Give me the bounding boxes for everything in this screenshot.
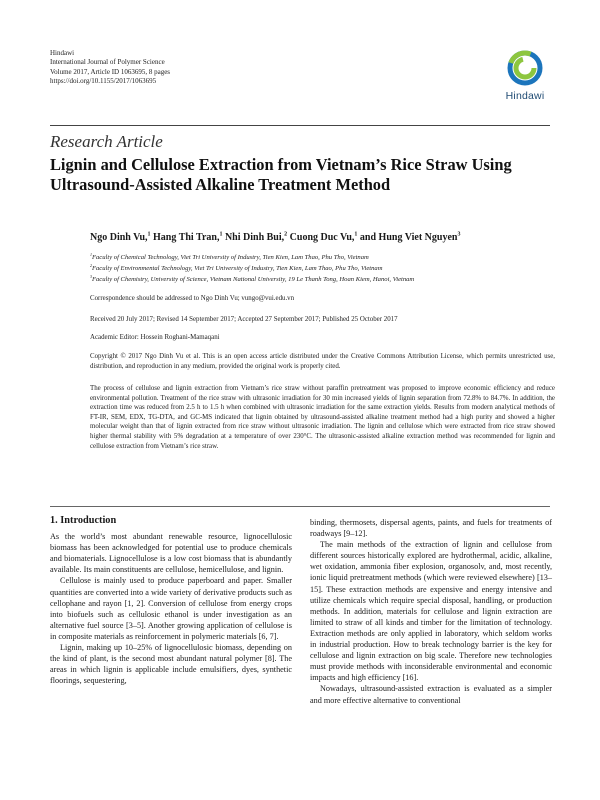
paragraph: As the world’s most abundant renewable resource, lignocellulosic biomass has been acknowledged for potential use to produce chemicals and biomaterials. Lignocellulose is a low cost biomass that is abundantly available. Its main constituents are cellulose, hemicellulose, and lignin. xyxy=(50,532,292,575)
affiliation: $^2$Faculty of Environmental Technology, Viet Tri University of Industry, Tien Kien, Lam Thao, Phu Tho, Vietnam xyxy=(90,262,383,272)
article-type: Research Article xyxy=(50,132,163,151)
author: and Hung Viet Nguyen$^3$ xyxy=(359,231,461,243)
paragraph: Lignin, making up 10–25% of lignocellulosic biomass, depending on the kind of plant, is the second most abundant natural polymer [8]. The areas in which lignin is applicable include emulsifiers, dyes, synthetic floorings, sequestering, xyxy=(50,643,292,686)
paragraph: Nowadays, ultrasound-assisted extraction is evaluated as a simpler and more effective alternative to conventional xyxy=(310,684,552,705)
academic-editor: Academic Editor: Hossein Roghani-Mamaqani xyxy=(90,334,220,341)
author: Nhi Dinh Bui,$^2$ xyxy=(224,231,288,243)
volume-info: Volume 2017, Article ID 1063695, 8 pages xyxy=(50,67,171,76)
paragraph: Cellulose is mainly used to produce paperboard and paper. Smaller quantities are converted into a wide variety of derivative products such as cellophane and rayon [1, 2]. Conversion of cellulose from energy crops into biofuels such as cellulosic ethanol is under investigation as an alternative fuel source [3–5]. Another growing application of cellulose is in composite materials as reinforcement in polymeric materials [6, 7]. xyxy=(50,576,292,641)
article-dates: Received 20 July 2017; Revised 14 September 2017; Accepted 27 September 2017; Published 25 October 2017 xyxy=(90,316,398,323)
hindawi-logo xyxy=(496,46,554,110)
copyright-notice: Copyright © 2017 Ngo Dinh Vu et al. This is an open access article distributed under the Creative Commons Attribution License, which permits unrestricted use, distribution, and reproduction in any medium, provided the original work is properly cited. xyxy=(90,353,555,370)
doi-link[interactable]: https://doi.org/10.1155/2017/1063695 xyxy=(50,77,157,86)
hindawi-rings-icon xyxy=(496,46,554,90)
left-column xyxy=(50,514,292,686)
abstract: The process of cellulose and lignin extraction from Vietnam’s rice straw without paraffin pretreatment was proposed to improve economic efficiency and reduce environmental pollution. Treatment of the rice straw with ultrasonic irradiation for 30 min increased yields of lignin separation from 72.8% to 84.7%. In addition, the extraction time was reduced from 2.5 h to 1.5 h when combined with ultrasonic irradiation for the same extraction yields. Results from modern analytical methods of FT-IR, SEM, EDX, TG-DTA, and GC-MS indicated that lignin obtained by ultrasound-assisted alkaline treatment method had a high purity and showed a higher molecular weight than that of lignin extracted from rice straw without ultrasonic irradiation. The lignin and cellulose which were extracted from rice straw showed higher thermal stability with 5% degradation at a temperature of over 230°C. The ultrasonic-assisted alkaline extraction method was recommended for lignin and cellulose extraction from Vietnam’s rice straw. xyxy=(90,385,555,450)
publisher-name: Hindawi xyxy=(50,49,75,57)
author: Cuong Duc Vu,$^1$ xyxy=(289,231,358,243)
affiliation: $^3$Faculty of Chemistry, University of Science, Vietnam National University, 19 Le Thanh Tong, Hoan Kiem, Hanoi, Vietnam xyxy=(90,273,415,283)
abstract-divider xyxy=(50,506,550,507)
affiliation: $^1$Faculty of Chemical Technology, Viet Tri University of Industry, Tien Kien, Lam Thao, Phu Tho, Vietnam xyxy=(90,251,369,261)
section-heading: 1. Introduction xyxy=(50,515,117,526)
logo-wordmark: Hindawi xyxy=(505,90,545,102)
author-list xyxy=(90,232,460,243)
author: Ngo Dinh Vu,$^1$ xyxy=(90,231,151,243)
journal-header xyxy=(50,49,170,87)
correspondence: Correspondence should be addressed to Ngo Dinh Vu; vungo@vui.edu.vn xyxy=(90,295,295,302)
paragraph: binding, thermosets, dispersal agents, paints, and fuels for treatments of roadways [9–12]. xyxy=(310,518,552,539)
right-column xyxy=(310,517,552,706)
paper-title: Lignin and Cellulose Extraction from Vietnam’s Rice Straw Using Ultrasound-Assisted Alkaline Treatment Method xyxy=(50,155,512,194)
journal-name: International Journal of Polymer Science xyxy=(50,58,165,67)
paragraph: The main methods of the extraction of lignin and cellulose from different sources historically explored are hydrothermal, acidic, alkaline, wet oxidation, ammonia fiber explosion, organosolv, and, most recently, ionic liquid pretreatment methods (which were reviewed elsewhere) [13–15]. These extraction methods are expensive and energy intensive and utilize chemicals which require special disposal, handling, or production methods. In addition, materials for cellulose and lignin extraction are limited to straw of all kinds and timber for the limitation of technology. Extraction methods are only applied in laboratory, which seldom works in industrial production. How to break technology barrier is the key for cellulose and lignin extraction on big scale. Therefore new technologies must provide methods with inconsiderable environmental and economic impacts and high efficiency [16]. xyxy=(310,540,552,683)
header-divider xyxy=(50,125,550,126)
author: Hang Thi Tran,$^1$ xyxy=(153,231,223,243)
